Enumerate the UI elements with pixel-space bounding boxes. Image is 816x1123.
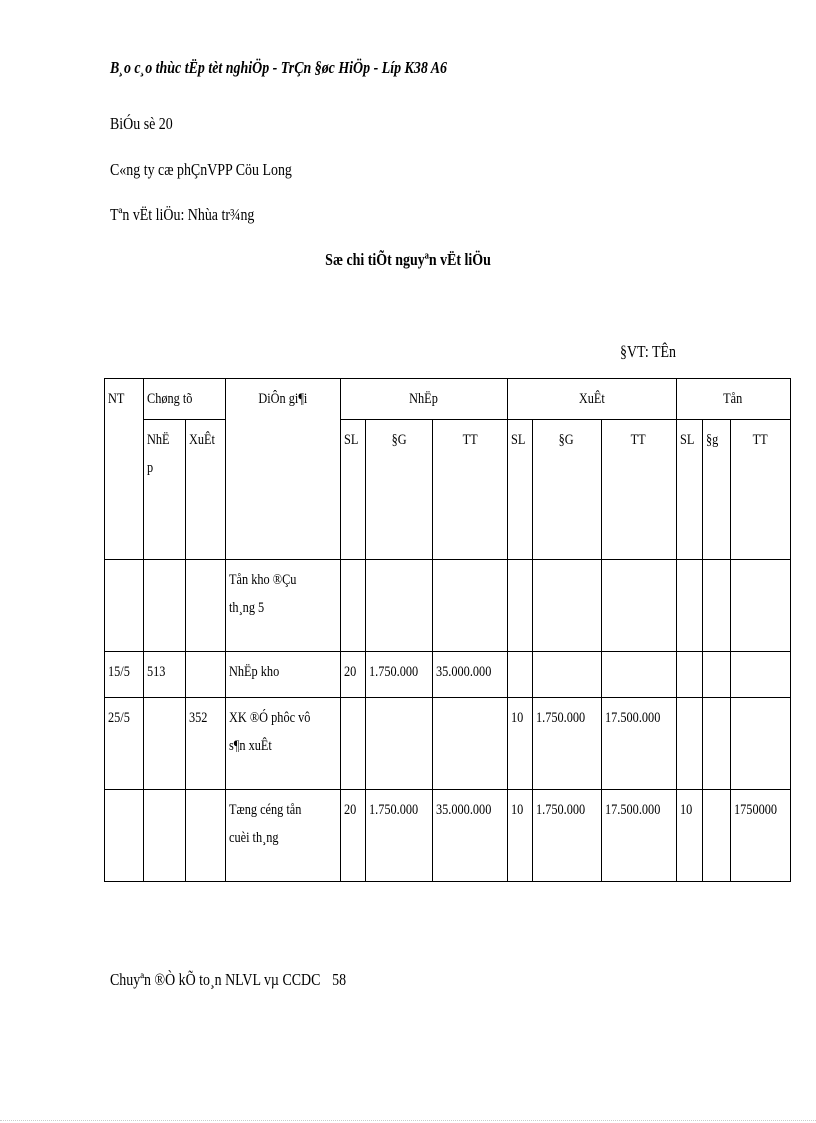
table-row <box>105 560 791 652</box>
page-bottom-divider <box>0 1120 816 1121</box>
row-voucher-in <box>144 560 186 652</box>
row-stock-tt <box>730 652 790 698</box>
header-row-1 <box>105 379 791 420</box>
header-voucher-in: NhË p <box>144 420 186 560</box>
header-import-tt: TT <box>433 420 508 560</box>
material-ledger-table <box>104 378 791 882</box>
material-name: Tªn vËt liÖu: Nhùa tr¾ng <box>110 205 255 224</box>
company-name: C«ng ty cæ phÇnVPP Cöu Long <box>110 160 292 179</box>
row-import-sl: 20 <box>341 790 366 882</box>
row-import-tt <box>433 698 508 790</box>
header-export-tt: TT <box>601 420 676 560</box>
header-voucher-out: XuÊt <box>186 420 226 560</box>
row-import-tt: 35.000.000 <box>433 652 508 698</box>
row-voucher-in: 513 <box>144 652 186 698</box>
header-import-sl: SL <box>341 420 366 560</box>
row-export-sl <box>507 652 532 698</box>
document-title: Sæ chi tiÕt nguyªn vËt liÖu <box>325 250 491 269</box>
header-export-sl: SL <box>507 420 532 560</box>
row-export-tt: 17.500.000 <box>601 790 676 882</box>
row-date: 15/5 <box>105 652 144 698</box>
row-import-tt: 35.000.000 <box>433 790 508 882</box>
row-voucher-out <box>186 560 226 652</box>
header-description: DiÔn gi¶i <box>226 379 341 560</box>
header-import: NhËp <box>341 379 508 420</box>
row-stock-sl <box>676 698 702 790</box>
row-export-sl: 10 <box>507 790 532 882</box>
row-stock-dg <box>702 560 730 652</box>
row-export-dg: 1.750.000 <box>532 790 601 882</box>
row-date <box>105 560 144 652</box>
row-export-tt <box>601 560 676 652</box>
header-export: XuÊt <box>507 379 676 420</box>
row-export-dg <box>532 652 601 698</box>
row-stock-dg <box>702 790 730 882</box>
row-description: NhËp kho <box>226 652 341 698</box>
row-export-sl <box>507 560 532 652</box>
row-description: Tæng céng tån cuèi th¸ng <box>226 790 341 882</box>
row-stock-tt: 1750000 <box>730 790 790 882</box>
row-voucher-in <box>144 790 186 882</box>
row-stock-sl: 10 <box>676 790 702 882</box>
row-import-sl <box>341 560 366 652</box>
row-stock-tt <box>730 560 790 652</box>
row-date <box>105 790 144 882</box>
row-import-sl: 20 <box>341 652 366 698</box>
header-voucher: Chøng tõ <box>144 379 226 420</box>
table-row <box>105 790 791 882</box>
header-stock-tt: TT <box>730 420 790 560</box>
page-number: 58 <box>332 970 347 989</box>
row-import-dg <box>366 698 433 790</box>
row-voucher-in <box>144 698 186 790</box>
row-stock-dg <box>702 698 730 790</box>
row-voucher-out <box>186 790 226 882</box>
row-import-dg <box>366 560 433 652</box>
header-nt: NT <box>105 379 144 560</box>
footer-text: Chuyªn ®Ò kÕ to¸n NLVL vµ CCDC <box>110 970 321 989</box>
row-stock-dg <box>702 652 730 698</box>
row-export-dg <box>532 560 601 652</box>
unit-label: §VT: TÊn <box>620 342 676 361</box>
row-import-dg: 1.750.000 <box>366 790 433 882</box>
row-stock-sl <box>676 560 702 652</box>
row-description: XK ®Ó phôc vô s¶n xuÊt <box>226 698 341 790</box>
row-import-tt <box>433 560 508 652</box>
form-number: BiÓu sè 20 <box>110 114 173 133</box>
page-footer <box>110 970 346 990</box>
header-import-dg: §G <box>366 420 433 560</box>
header-row-2 <box>105 420 791 560</box>
row-import-dg: 1.750.000 <box>366 652 433 698</box>
table-row <box>105 698 791 790</box>
row-voucher-out: 352 <box>186 698 226 790</box>
row-date: 25/5 <box>105 698 144 790</box>
report-header: B¸o c¸o thùc tËp tèt nghiÖp - TrÇn §øc HiÖp - Líp K38 A6 <box>110 58 448 77</box>
row-description: Tån kho ®Çu th¸ng 5 <box>226 560 341 652</box>
row-stock-tt <box>730 698 790 790</box>
table-row <box>105 652 791 698</box>
row-export-tt <box>601 652 676 698</box>
row-export-tt: 17.500.000 <box>601 698 676 790</box>
header-stock-sl: SL <box>676 420 702 560</box>
row-import-sl <box>341 698 366 790</box>
header-export-dg: §G <box>532 420 601 560</box>
header-stock-dg: §g <box>702 420 730 560</box>
row-stock-sl <box>676 652 702 698</box>
row-export-dg: 1.750.000 <box>532 698 601 790</box>
header-stock: Tån <box>676 379 790 420</box>
row-export-sl: 10 <box>507 698 532 790</box>
row-voucher-out <box>186 652 226 698</box>
